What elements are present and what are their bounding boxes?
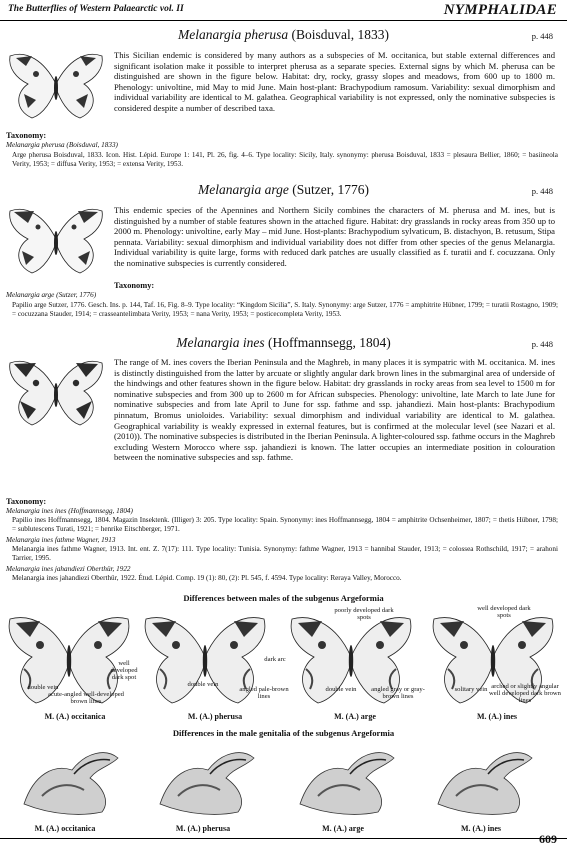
pherusa-taxon-head: Melanargia pherusa (Boisduval, 1833): [6, 141, 118, 149]
ines-taxon-text-2: Melanargia ines fathme Wagner, 1913. Int. ent. Z. 7(17): 111. Type locality: Tunisia. Synonymy: fathme Wagner, 1913 = hannibal Stauder, 1913; = colossea Rothschild, 1917; = arahoni Tarrier, 1995.: [12, 545, 558, 562]
footer-rule: [0, 838, 567, 839]
genitalia-figure-title: Differences in the male genitalia of the subgenus Argeformia: [172, 728, 395, 738]
arge-taxon-text: Papilio arge Sutzer, 1776. Gesch. Ins. p. 144, Taf. 16, Fig. 8–9. Type locality: “Kingdom Sicilia”, S. Italy. Synonymy: arge Sutzer, 1776 = amphitrite Hübner, 1799; = turatii Rostagno, 1909; = cocuzzana Stauder, 1914; = crasseantelimbata Verity, 1953; = nana Verity, 1953; = posticecompleta Verity, 1953.: [12, 301, 558, 318]
occitanica-label-dark-spot: well developed dark spot: [110, 660, 138, 682]
ines-taxon-text-1: Papilio ines Hoffmannsegg, 1804. Magazin Insektenk. (Illiger) 3: 205. Type locality: Spain. Synonymy: ines Hoffmannsegg, 1804 = amphitrite Ochsenheimer, 1807; = thetis Hübner, 1798; = sublutescens Turati, 1921; = henrike Eitschberger, 1971.: [12, 516, 558, 533]
ines-description: The range of M. ines covers the Iberian Peninsula and the Maghreb, in many places it is sympatric with M. occitanica. M. ines is distinctly distinguished from the latter by arcuate or slightly angular dark brown lines in the submarginal area of underside of the hindwings and other features shown in the figure below. Habitat: dry grasslands in rocky areas from sea level to 1500 m for nominative subspecies and from 300 up to 2600 m for African subspecies. Phenology: univoltine, late March to late June for nominative subspecies and from late April to June for ssp. fathme and ssp. jahandiezi. Main host-plants: Brachypodium pinnatum, Bromus unioloides. Variability: sexual dimorphism and individual variability are identical to M. galathea. Geographical variability is weakly expressed in external features, but is confirmed at the molecular level (see Nazari et al. (2010)). The nominative subspecies is distributed in the Iberian Peninsula. A lighter-coloured ssp. fathme occurs in the Maghreb excluding Western Morocco where ssp. jahandiezi is known. The latter occupies an intermediate position in colouration between the nominative subspecies and ssp. fathme.: [114, 357, 555, 463]
occitanica-label-double-vein: double vein: [27, 684, 59, 691]
occitanica-caption: M. (A.) occitanica: [44, 712, 106, 721]
arge-caption: M. (A.) arge: [334, 712, 376, 721]
ines-taxon-text-3: Melanargia ines jahandiezi Oberthür, 1922. Étud. Lépid. Comp. 19 (1): 80, (2): Pl. 545, f. 4594. Type locality: Reraya Valley, Morocco.: [12, 574, 402, 582]
genitalia-caption-pherusa: M. (A.) pherusa: [175, 824, 231, 833]
genitalia-drawings: [0, 742, 567, 820]
family-title: NYMPHALIDAE: [443, 2, 557, 18]
ines-label-dark-spots: well developed dark spots: [477, 605, 531, 620]
page-ref-ines: p. 448: [531, 339, 553, 349]
pherusa-taxonomy-label: Taxonomy:: [6, 131, 47, 140]
ines-label-solitary-vein: solitary vein: [454, 686, 488, 693]
ines-specimen-image: [6, 355, 106, 431]
pherusa-label-dark-arc: dark arc: [264, 656, 286, 663]
arge-label-dark-spots: poorly developed dark spots: [334, 607, 394, 622]
genitalia-caption-arge: M. (A.) arge: [322, 824, 364, 833]
arge-label-lines: angled gray or gray-brown lines: [371, 686, 425, 701]
species-title-arge: Melanargia arge (Sutzer, 1776): [198, 182, 369, 197]
arge-label-double-vein: double vein: [325, 686, 357, 693]
pherusa-label-lines: angled pale-brown lines: [239, 686, 289, 701]
header-rule: [0, 20, 567, 21]
species-title-ines: Melanargia ines (Hoffmannsegg, 1804): [176, 335, 391, 350]
pherusa-description: This Sicilian endemic is considered by many authors as a subspecies of M. occitanica, but stable external differences and significant isolation make it possible to interpret pherusa as a separate species. External signs by which M. pherusa can be distinguished are shown in the figure below. Habitat: dry, rocky, grassy slopes and meadows, from 600 up to 1800 m. Phenology: univoltine, mid May to mid June. Main host-plant: Brachypodium ramosum. Variability: sexual dimorphism and individual variability are identical to M. galathea. Geographical variability is not expressed, only the nominative subspecies is considered despite a number of described taxa.: [114, 50, 555, 113]
ines-taxonomy-label: Taxonomy:: [6, 497, 47, 506]
genitalia-caption-occitanica: M. (A.) occitanica: [34, 824, 96, 833]
genitalia-caption-ines: M. (A.) ines: [461, 824, 501, 833]
arge-description: This endemic species of the Apennines and Northern Sicily combines the characters of M. pherusa and M. ines, but is distinguished by a number of stable features shown in the attached figure. Habitat: dry grasslands in rocky areas from 350 up to 2000 m. Phenology: univoltine, early May – mid June. Host-plants: Brachypodium sylvaticum, B. distachyon, B. retusum, Stipa pennata. Variability: sexual dimorphism and individual variability does not differ from other species of the genus Melanargia. Individual variability is quite large, forms with reduced dark patches are usually classified as f. turatii and f. cocuzzana. Only the nominative subspecies is currently considered.: [114, 205, 555, 268]
page-number: 609: [539, 832, 557, 846]
pherusa-taxon-text: Arge pherusa Boisduval, 1833. Icon. Hist. Lépid. Europe 1: 141, Pl. 26, fig. 4–6. Type locality: Sicily, Italy. synonymy: pherusa Boisduval, 1833 = plesaura Bellier, 1860; = basiineola Verity, 1953; = diffusa Verity, 1953; = extensa Verity, 1953.: [12, 151, 558, 168]
page-ref-pherusa: p. 448: [531, 31, 553, 41]
ines-taxon-head-3: Melanargia ines jahandiezi Oberthür, 1922: [6, 565, 131, 573]
pherusa-specimen-image: [6, 48, 106, 124]
arge-taxonomy-label: Taxonomy:: [114, 281, 155, 290]
ines-taxon-head-1: Melanargia ines ines (Hoffmannsegg, 1804): [6, 507, 133, 515]
ines-caption: M. (A.) ines: [477, 712, 517, 721]
species-title-pherusa: Melanargia pherusa (Boisduval, 1833): [178, 27, 389, 42]
males-figure-title: Differences between males of the subgenus Argeformia: [183, 593, 384, 603]
page-ref-arge: p. 448: [531, 186, 553, 196]
pherusa-label-double-vein: double vein: [187, 681, 219, 688]
book-title: The Butterflies of Western Palaearctic vol. II: [8, 4, 184, 14]
arge-taxon-head: Melanargia arge (Sutzer, 1776): [6, 291, 97, 299]
occitanica-label-brown-lines: acute-angled well-developed brown lines: [48, 691, 124, 706]
ines-taxon-head-2: Melanargia ines fathme Wagner, 1913: [6, 536, 116, 544]
ines-label-lines: arched or slightly angular well developed dark brown lines: [489, 683, 561, 705]
pherusa-caption: M. (A.) pherusa: [187, 712, 243, 721]
arge-specimen-image: [6, 203, 106, 279]
